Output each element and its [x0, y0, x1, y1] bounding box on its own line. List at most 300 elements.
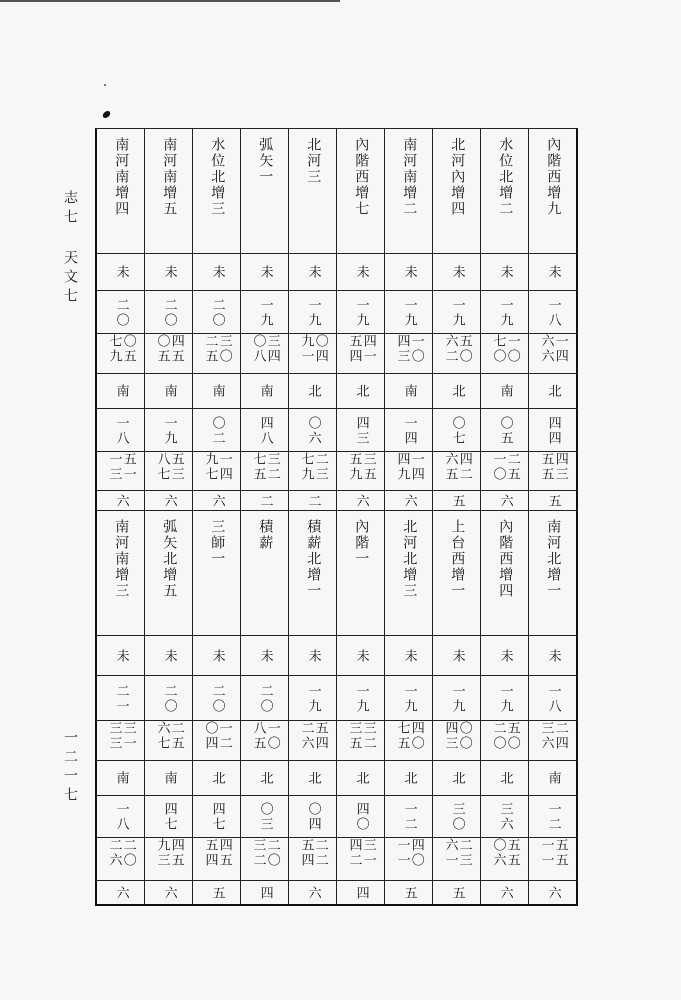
star-name-cell — [480, 511, 528, 636]
star-name-cell — [192, 129, 240, 254]
cell-text: 未 — [353, 265, 369, 280]
table-row — [95, 510, 578, 636]
cell-text: 二〇 — [161, 683, 177, 714]
cell-text: 一九 — [353, 297, 369, 328]
cell-text: 一九 — [401, 297, 417, 328]
cell-text: 未 — [161, 648, 177, 664]
table-cell — [336, 838, 384, 881]
cell-text: 五四二六 — [298, 721, 328, 751]
table-cell — [192, 334, 240, 374]
cell-text: 六 — [209, 493, 225, 509]
table-row — [95, 720, 578, 761]
table-cell — [240, 491, 288, 511]
table-cell — [192, 636, 240, 676]
table-cell — [144, 761, 192, 796]
cell-text: 弧矢北增五 — [161, 519, 178, 599]
table-cell — [144, 491, 192, 511]
cell-text: 二三七九 — [298, 452, 328, 482]
cell-text: 四五九三 — [154, 838, 184, 868]
table-row — [95, 675, 578, 721]
star-name-cell — [336, 129, 384, 254]
bullet-mark — [102, 111, 112, 118]
cell-text: 三二七五 — [250, 452, 280, 482]
cell-text: 北 — [449, 384, 465, 399]
cell-text: 未 — [209, 265, 225, 280]
table-cell — [528, 254, 578, 291]
table-cell — [95, 452, 144, 491]
cell-text: 四三五五 — [538, 452, 568, 482]
star-name-cell — [528, 129, 578, 254]
cell-text: 二〇 — [209, 683, 225, 714]
cell-text: 四〇 — [353, 802, 369, 832]
table-cell — [480, 796, 528, 838]
cell-text: 一四 — [401, 415, 417, 446]
cell-text: 一八 — [545, 297, 561, 328]
table-cell — [192, 676, 240, 721]
cell-text: 〇二 — [209, 415, 225, 446]
section-label: 天文七 — [62, 250, 78, 307]
cell-text: 六 — [497, 886, 513, 901]
table-cell — [288, 761, 336, 796]
table-cell — [384, 838, 432, 881]
table-cell — [336, 761, 384, 796]
star-name-cell — [240, 129, 288, 254]
table-cell — [384, 721, 432, 761]
cell-text: 南 — [161, 771, 177, 786]
table-cell — [384, 491, 432, 511]
cell-text: 一九 — [305, 683, 321, 714]
table-cell — [432, 676, 480, 721]
table-cell — [95, 761, 144, 796]
cell-text: 〇五 — [497, 415, 513, 446]
cell-text: 三一四二 — [346, 838, 376, 868]
table-cell — [144, 254, 192, 291]
cell-text: 〇七 — [449, 415, 465, 446]
table-cell — [192, 721, 240, 761]
table-row — [95, 373, 578, 409]
chapter-label: 志七 — [62, 190, 78, 228]
cell-text: 南河南增四 — [113, 137, 130, 217]
star-name-cell — [95, 129, 144, 254]
table-cell — [192, 254, 240, 291]
table-cell — [192, 796, 240, 838]
cell-text: 二〇 — [209, 297, 225, 328]
cell-text: 一〇八五 — [250, 721, 280, 751]
cell-text: 南 — [113, 771, 129, 786]
table-cell — [432, 409, 480, 452]
cell-text: 〇六 — [305, 415, 321, 446]
cell-text: 南 — [545, 771, 561, 786]
table-cell — [95, 838, 144, 881]
table-cell — [144, 291, 192, 334]
table-cell — [528, 676, 578, 721]
cell-text: 五三八七 — [154, 452, 184, 482]
cell-text: 南 — [113, 384, 129, 399]
cell-text: 二〇二六 — [106, 838, 136, 868]
cell-text: 二 — [257, 493, 273, 509]
table-cell — [288, 334, 336, 374]
cell-text: 一九 — [305, 297, 321, 328]
cell-text: 未 — [113, 265, 129, 280]
cell-text: 一二〇四 — [202, 721, 232, 751]
cell-text: 四五五四 — [202, 838, 232, 868]
table-cell — [288, 796, 336, 838]
cell-text: 五〇六二 — [442, 334, 472, 364]
table-cell — [144, 721, 192, 761]
table-cell — [95, 409, 144, 452]
cell-text: 二五六七 — [154, 721, 184, 751]
table-cell — [192, 291, 240, 334]
table-cell — [240, 881, 288, 906]
table-cell — [384, 409, 432, 452]
table-cell — [240, 334, 288, 374]
cell-text: 積薪北增一 — [305, 519, 322, 599]
cell-text: 二〇 — [161, 297, 177, 328]
table-row — [95, 880, 578, 906]
table-row — [95, 635, 578, 676]
cell-text: 五〇二〇 — [490, 721, 520, 751]
cell-text: 北 — [545, 384, 561, 399]
table-cell — [384, 881, 432, 906]
cell-text: 四三 — [353, 415, 369, 446]
cell-text: 二〇三二 — [250, 838, 280, 868]
cell-text: 北 — [257, 771, 273, 786]
cell-text: 二一 — [113, 683, 129, 714]
cell-text: 六 — [497, 493, 513, 509]
table-cell — [288, 838, 336, 881]
cell-text: 北 — [353, 771, 369, 786]
cell-text: 五 — [449, 493, 465, 509]
cell-text: 四〇七五 — [394, 721, 424, 751]
cell-text: 一九 — [497, 297, 513, 328]
table-cell — [480, 254, 528, 291]
table-cell — [288, 452, 336, 491]
table-row — [95, 451, 578, 491]
cell-text: 北河三 — [305, 137, 322, 185]
cell-text: 未 — [545, 265, 561, 280]
table-cell — [144, 636, 192, 676]
table-cell — [144, 881, 192, 906]
table-cell — [240, 374, 288, 409]
table-cell — [384, 334, 432, 374]
table-cell — [384, 761, 432, 796]
table-cell — [384, 796, 432, 838]
ink-speck — [104, 84, 106, 86]
table-row — [95, 837, 578, 881]
table-cell — [95, 254, 144, 291]
cell-text: 一八 — [545, 683, 561, 714]
table-row — [95, 760, 578, 796]
table-cell — [528, 761, 578, 796]
cell-text: 六 — [113, 493, 129, 509]
table-cell — [144, 796, 192, 838]
cell-text: 三師一 — [209, 519, 226, 567]
table-cell — [95, 676, 144, 721]
cell-text: 南河南增五 — [161, 137, 178, 217]
star-name-cell — [384, 129, 432, 254]
table-cell — [144, 676, 192, 721]
cell-text: 一〇七〇 — [490, 334, 520, 364]
star-name-cell — [480, 129, 528, 254]
cell-text: 三〇 — [449, 802, 465, 832]
cell-text: 水位北增二 — [497, 137, 514, 217]
cell-text: 南河北增一 — [545, 519, 562, 599]
table-cell — [192, 452, 240, 491]
table-cell — [384, 254, 432, 291]
table-cell — [240, 291, 288, 334]
cell-text: 一二 — [401, 802, 417, 832]
cell-text: 未 — [353, 648, 369, 664]
cell-text: 未 — [209, 648, 225, 664]
cell-text: 三一三三 — [106, 721, 136, 751]
cell-text: 一八 — [113, 802, 129, 832]
cell-text: 南河南增二 — [401, 137, 418, 217]
table-row — [95, 290, 578, 334]
table-cell — [95, 291, 144, 334]
table-cell — [288, 721, 336, 761]
table-cell — [384, 374, 432, 409]
cell-text: 未 — [401, 648, 417, 664]
cell-text: 北 — [305, 384, 321, 399]
table-row — [95, 253, 578, 291]
table-cell — [480, 334, 528, 374]
cell-text: 四一五四 — [346, 334, 376, 364]
cell-text: 未 — [113, 648, 129, 664]
cell-text: 四〇一一 — [394, 838, 424, 868]
table-cell — [432, 721, 480, 761]
table-cell — [384, 291, 432, 334]
table-row — [95, 795, 578, 838]
cell-text: 五 — [449, 886, 465, 901]
star-name-cell — [95, 511, 144, 636]
cell-text: 北 — [209, 771, 225, 786]
table-cell — [384, 452, 432, 491]
cell-text: 六 — [305, 886, 321, 901]
table-cell — [432, 254, 480, 291]
table-row — [95, 333, 578, 374]
table-cell — [288, 881, 336, 906]
table-cell — [288, 676, 336, 721]
table-cell — [95, 721, 144, 761]
cell-text: 三四〇八 — [250, 334, 280, 364]
table-cell — [480, 721, 528, 761]
table-cell — [240, 254, 288, 291]
table-cell — [480, 374, 528, 409]
table-cell — [480, 409, 528, 452]
cell-text: 北 — [449, 771, 465, 786]
table-cell — [384, 676, 432, 721]
cell-text: 六 — [161, 493, 177, 509]
table-cell — [480, 491, 528, 511]
star-name-cell — [432, 511, 480, 636]
table-cell — [144, 452, 192, 491]
table-cell — [144, 374, 192, 409]
cell-text: 四七 — [209, 802, 225, 832]
table-cell — [240, 721, 288, 761]
cell-text: 一四四九 — [394, 452, 424, 482]
table-cell — [336, 334, 384, 374]
star-name-cell — [144, 129, 192, 254]
cell-text: 未 — [257, 648, 273, 664]
cell-text: 二五一〇 — [490, 452, 520, 482]
cell-text: 一四六六 — [538, 334, 568, 364]
star-name-cell — [336, 511, 384, 636]
cell-text: 〇四九一 — [298, 334, 328, 364]
table-cell — [240, 838, 288, 881]
table-cell — [336, 721, 384, 761]
cell-text: 北 — [353, 384, 369, 399]
cell-text: 未 — [161, 265, 177, 280]
cell-text: 六 — [161, 886, 177, 901]
table-cell — [336, 254, 384, 291]
cell-text: 北 — [401, 771, 417, 786]
table-cell — [336, 881, 384, 906]
cell-text: 北 — [305, 771, 321, 786]
cell-text: 四四 — [545, 415, 561, 446]
table-cell — [192, 409, 240, 452]
cell-text: 六 — [113, 886, 129, 901]
table-cell — [192, 761, 240, 796]
cell-text: 未 — [449, 265, 465, 280]
cell-text: 一九 — [353, 683, 369, 714]
cell-text: 四 — [353, 886, 369, 901]
star-name-cell — [192, 511, 240, 636]
cell-text: 三五五九 — [346, 452, 376, 482]
cell-text: 一九 — [449, 683, 465, 714]
cell-text: 五 — [401, 886, 417, 901]
table-cell — [192, 838, 240, 881]
table-cell — [240, 761, 288, 796]
table-cell — [432, 491, 480, 511]
table-cell — [432, 838, 480, 881]
table-cell — [336, 374, 384, 409]
cell-text: 水位北增三 — [209, 137, 226, 217]
cell-text: 五一一三 — [106, 452, 136, 482]
table-cell — [480, 291, 528, 334]
cell-text: 一九 — [497, 683, 513, 714]
table-cell — [528, 796, 578, 838]
star-name-cell — [432, 129, 480, 254]
cell-text: 五 — [545, 493, 561, 509]
cell-text: 五 — [209, 886, 225, 901]
table-cell — [528, 374, 578, 409]
table-cell — [240, 409, 288, 452]
cell-text: 四五〇五 — [154, 334, 184, 364]
table-cell — [288, 409, 336, 452]
table-cell — [480, 452, 528, 491]
table-cell — [480, 636, 528, 676]
table-row — [95, 408, 578, 452]
cell-text: 南 — [161, 384, 177, 399]
cell-text: 四 — [257, 886, 273, 901]
table-cell — [528, 409, 578, 452]
table-cell — [144, 838, 192, 881]
cell-text: 一八 — [113, 415, 129, 446]
cell-text: 未 — [401, 265, 417, 280]
table-cell — [432, 796, 480, 838]
table-row — [95, 128, 578, 254]
cell-text: 南 — [257, 384, 273, 399]
table-cell — [432, 452, 480, 491]
cell-text: 〇〇四三 — [442, 721, 472, 751]
table-cell — [480, 838, 528, 881]
cell-text: 二四三六 — [538, 721, 568, 751]
star-name-cell — [528, 511, 578, 636]
table-cell — [528, 334, 578, 374]
cell-text: 內階西增九 — [545, 137, 562, 217]
cell-text: 四二六五 — [442, 452, 472, 482]
star-name-cell — [384, 511, 432, 636]
cell-text: 南河南增三 — [113, 519, 130, 599]
table-cell — [528, 291, 578, 334]
star-name-cell — [240, 511, 288, 636]
cell-text: 二 — [305, 493, 321, 509]
cell-text: 弧矢一 — [257, 137, 274, 185]
table-row — [95, 490, 578, 511]
cell-text: 一四九七 — [202, 452, 232, 482]
table-cell — [336, 409, 384, 452]
cell-text: 三〇二五 — [202, 334, 232, 364]
cell-text: 未 — [449, 648, 465, 664]
table-cell — [192, 374, 240, 409]
page-number: 一二一七 — [62, 730, 78, 806]
star-table-block-1 — [95, 128, 578, 510]
cell-text: 上台西增一 — [449, 519, 466, 599]
table-cell — [95, 334, 144, 374]
table-bottom-line — [95, 904, 578, 906]
cell-text: 二〇 — [113, 297, 129, 328]
top-border-line — [0, 0, 340, 2]
table-cell — [432, 374, 480, 409]
table-cell — [432, 881, 480, 906]
table-cell — [432, 761, 480, 796]
cell-text: 一九 — [161, 415, 177, 446]
cell-text: 二三六一 — [442, 838, 472, 868]
cell-text: 五五一一 — [538, 838, 568, 868]
cell-text: 四七 — [161, 802, 177, 832]
table-cell — [528, 491, 578, 511]
cell-text: 六 — [545, 886, 561, 901]
cell-text: 未 — [545, 648, 561, 664]
cell-text: 一〇四三 — [394, 334, 424, 364]
cell-text: 〇三 — [257, 802, 273, 832]
cell-text: 六 — [353, 493, 369, 509]
cell-text: 未 — [305, 265, 321, 280]
cell-text: 三二三五 — [346, 721, 376, 751]
cell-text: 二二五四 — [298, 838, 328, 868]
table-cell — [480, 881, 528, 906]
table-cell — [336, 636, 384, 676]
cell-text: 四八 — [257, 415, 273, 446]
cell-text: 二〇 — [257, 683, 273, 714]
cell-text: 內階西增四 — [497, 519, 514, 599]
table-cell — [95, 491, 144, 511]
cell-text: 南 — [209, 384, 225, 399]
cell-text: 未 — [497, 648, 513, 664]
cell-text: 未 — [305, 648, 321, 664]
cell-text: 〇四 — [305, 802, 321, 832]
cell-text: 北河內增四 — [449, 137, 466, 217]
table-cell — [95, 881, 144, 906]
table-cell — [336, 291, 384, 334]
table-cell — [95, 796, 144, 838]
cell-text: 南 — [497, 384, 513, 399]
table-cell — [288, 291, 336, 334]
table-cell — [432, 334, 480, 374]
cell-text: 內階一 — [353, 519, 370, 567]
cell-text: 南 — [401, 384, 417, 399]
table-cell — [240, 676, 288, 721]
